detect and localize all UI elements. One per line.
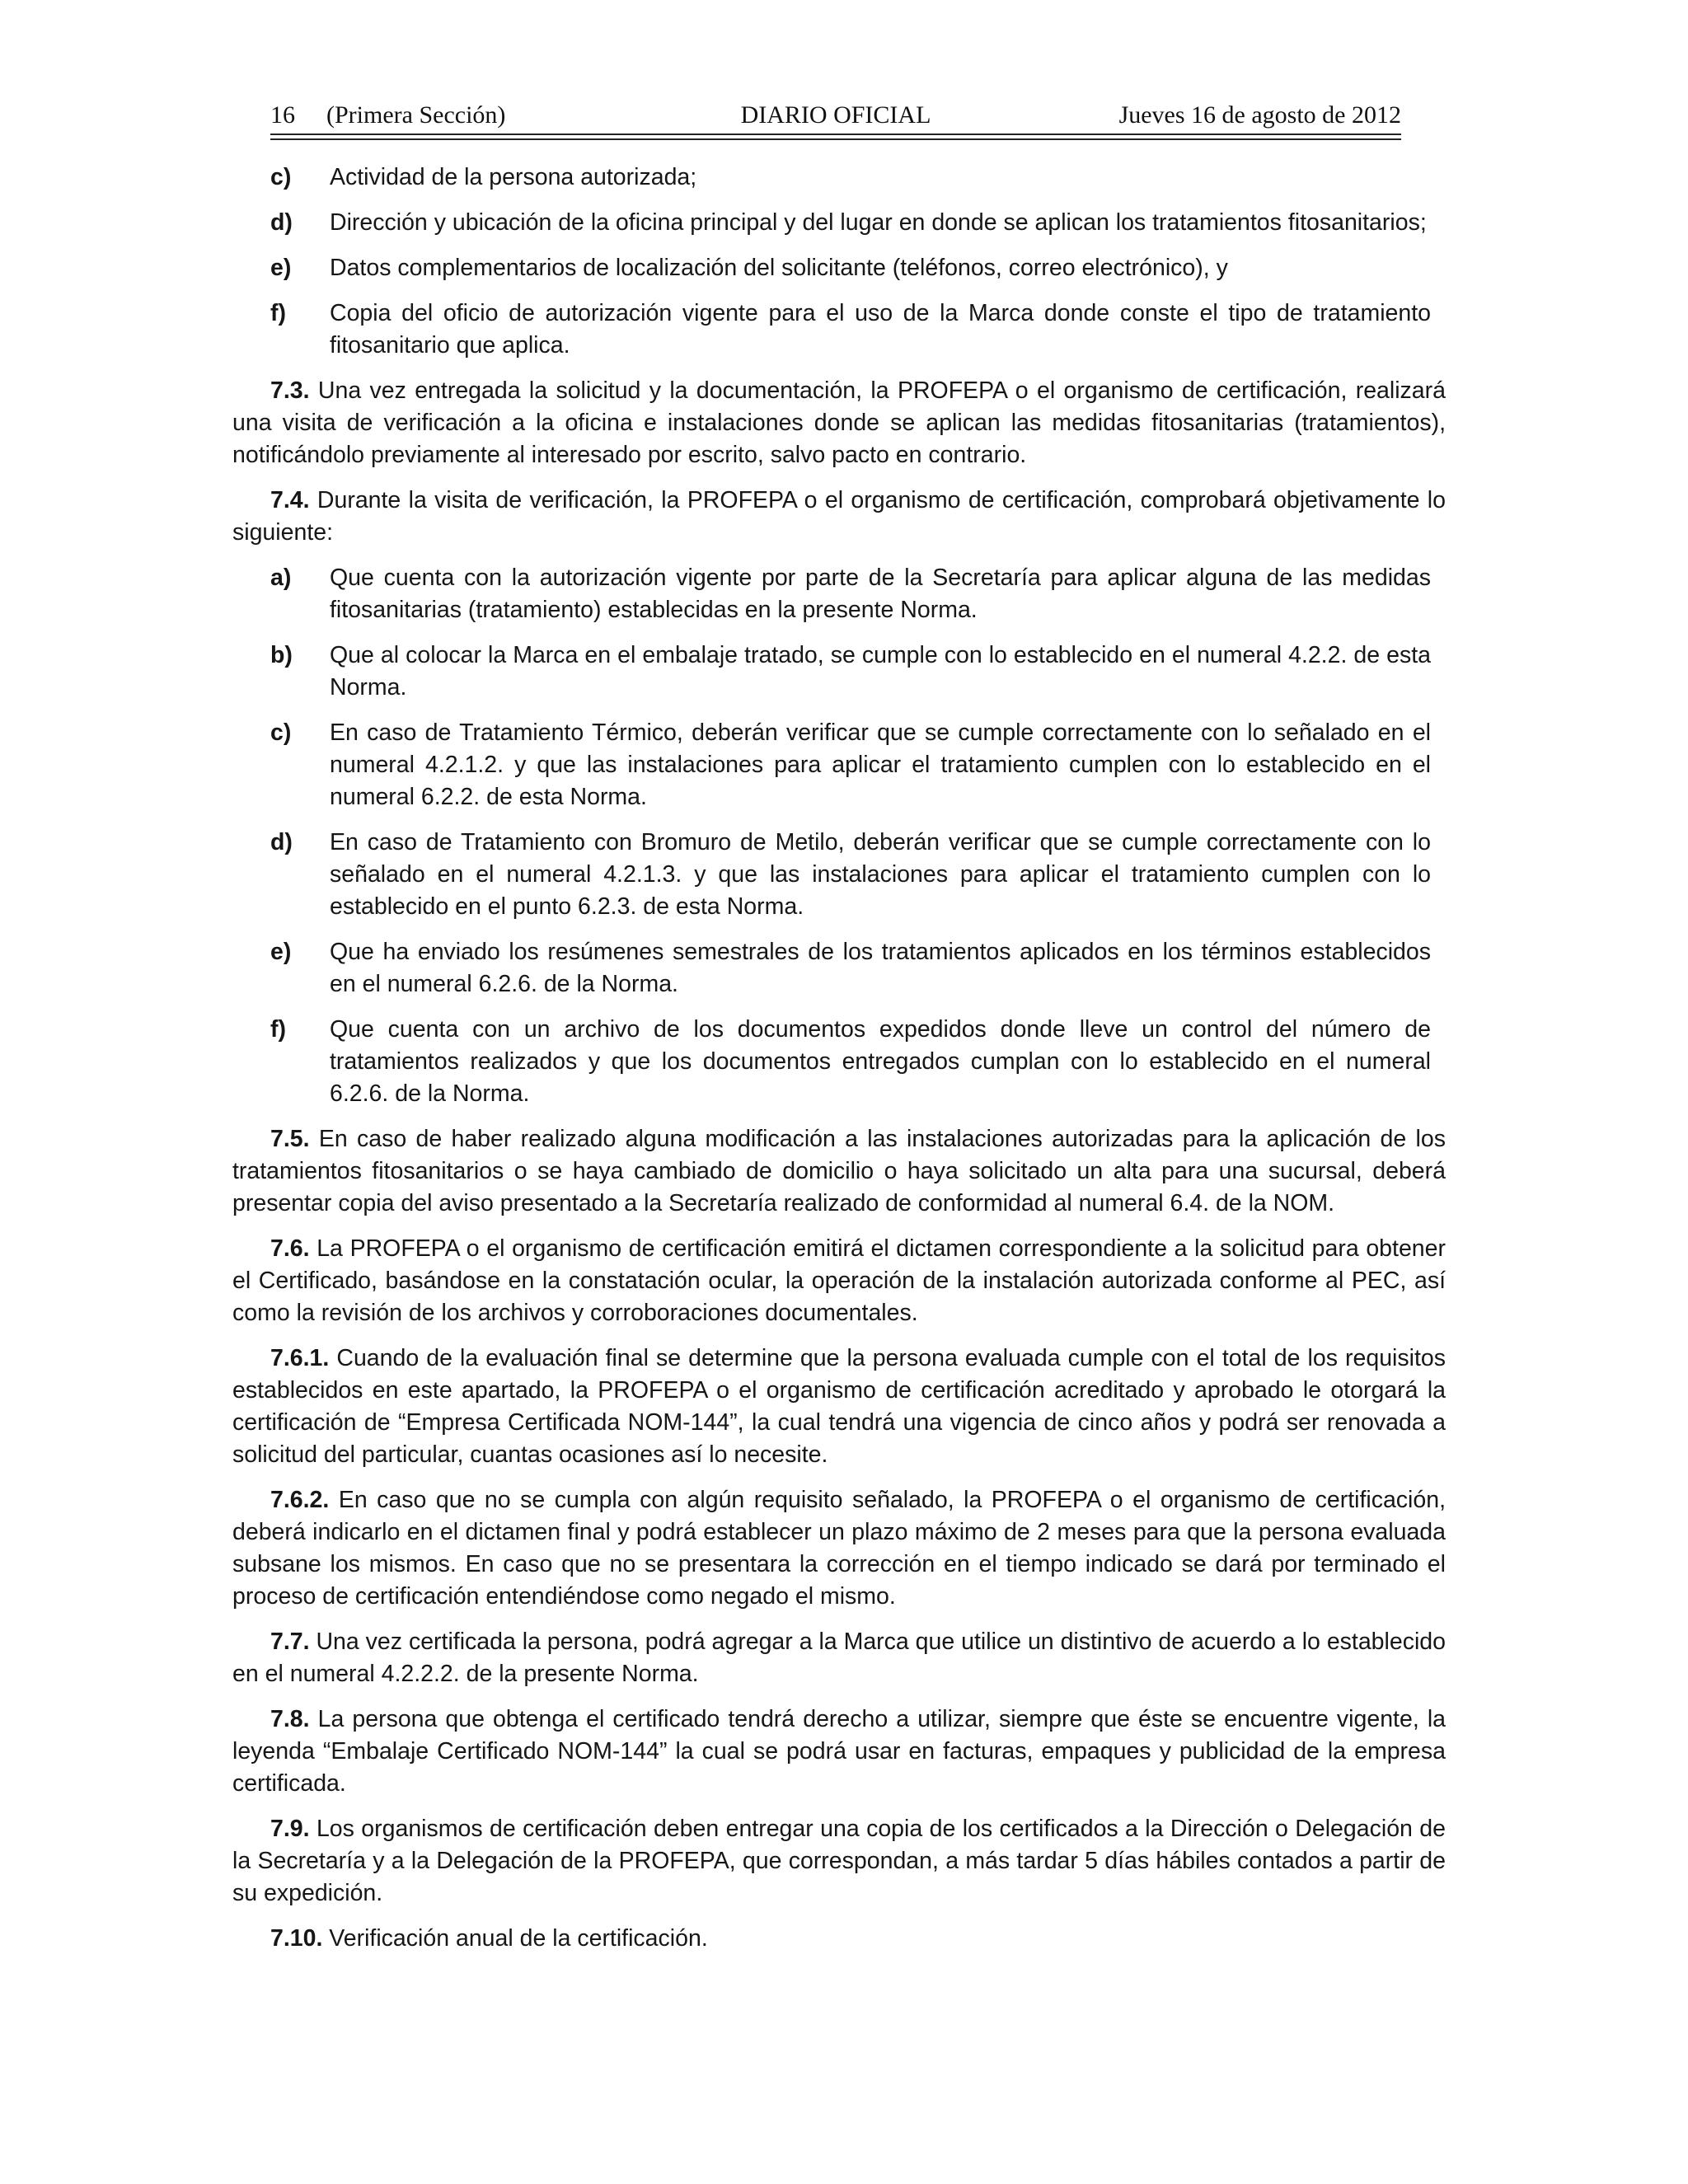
paragraph-text: Una vez certificada la persona, podrá agregar a la Marca que utilice un distintivo de acuerdo a lo establecido en el numeral 4.2.2.2. de la presente Norma. — [232, 1629, 1446, 1687]
list-item — [232, 207, 1446, 239]
list-item — [232, 162, 1446, 194]
list-item — [232, 252, 1446, 284]
list-item-label: a) — [270, 565, 292, 591]
list-item-text: En caso de Tratamiento Térmico, deberán verificar que se cumple correctamente con lo señalado en el numeral 4.2.1.2. y que las instalaciones para aplicar el tratamiento cumplen con lo establecido en el numeral 6.2.2. de esta Norma. — [330, 719, 1431, 810]
list-item-text: Que ha enviado los resúmenes semestrales de los tratamientos aplicados en los términos establecidos en el numeral 6.2.6. de la Norma. — [330, 939, 1431, 997]
paragraph-text: Cuando de la evaluación final se determine que la persona evaluada cumple con el total de los requisitos establecidos en este apartado, la PROFEPA o el organismo de certificación acreditado y aprobado le otorgará la certificación de “Empresa Certificada NOM-144”, la cual tendrá una vigencia de cinco años y podrá ser renovada a solicitud del particular, cuantas ocasiones así lo necesite. — [232, 1345, 1446, 1468]
list-item-label: e) — [270, 255, 292, 281]
list-item-label: c) — [270, 164, 292, 190]
paragraph-7-9 — [232, 1813, 1446, 1910]
list-item-text: Que al colocar la Marca en el embalaje tratado, se cumple con lo establecido en el numeral 4.2.2. de esta Norma. — [330, 642, 1431, 701]
list-item-label: f) — [270, 1016, 286, 1043]
paragraph-text: Una vez entregada la solicitud y la documentación, la PROFEPA o el organismo de certificación, realizará una visita de verificación a la oficina e instalaciones donde se aplican las medidas fitosanitarias (tratamientos), notificándolo previamente al interesado por escrito, salvo pacto en contrario. — [232, 377, 1446, 468]
list-item — [232, 936, 1446, 1001]
list-item-label: d) — [270, 829, 293, 855]
paragraph-7-5 — [232, 1123, 1446, 1220]
section-number: 7.3. — [270, 377, 310, 404]
paragraph-text: La persona que obtenga el certificado tendrá derecho a utilizar, siempre que éste se encuentre vigente, la leyenda “Embalaje Certificado NOM-144” la cual se podrá usar en facturas, empaques y publicidad de la empresa certificada. — [232, 1706, 1446, 1797]
list-item-text: Que cuenta con un archivo de los documentos expedidos donde lleve un control del número de tratamientos realizados y que los documentos entregados cumplan con lo establecido en el numeral 6.2.6. de la Norma. — [330, 1016, 1431, 1107]
paragraph-7-10 — [232, 1923, 1446, 1955]
paragraph-text: En caso que no se cumpla con algún requisito señalado, la PROFEPA o el organismo de certificación, deberá indicarlo en el dictamen final y podrá establecer un plazo máximo de 2 meses para que la persona evaluada subsane los mismos. En caso que no se presentara la corrección en el tiempo indicado se dará por terminado el proceso de certificación entendiéndose como negado el mismo. — [232, 1487, 1446, 1610]
list-item — [232, 562, 1446, 626]
list-item — [232, 717, 1446, 813]
page-header — [270, 97, 1401, 135]
section-number: 7.9. — [270, 1816, 310, 1842]
list-item-label: c) — [270, 719, 292, 746]
publication-date: Jueves 16 de agosto de 2012 — [1118, 101, 1401, 129]
list-item-text: Actividad de la persona autorizada; — [330, 164, 697, 190]
section-number: 7.6.1. — [270, 1345, 330, 1371]
list-item — [232, 640, 1446, 704]
paragraph-text: En caso de haber realizado alguna modificación a las instalaciones autorizadas para la aplicación de los tratamientos fitosanitarios o se haya cambiado de domicilio o haya solicitado un alta para una sucursal, deberá presentar copia del aviso presentado a la Secretaría realizado de conformidad al numeral 6.4. de la NOM. — [232, 1126, 1446, 1216]
list-item-text: Dirección y ubicación de la oficina principal y del lugar en donde se aplican los tratamientos fitosanitarios; — [330, 209, 1427, 236]
section-number: 7.4. — [270, 487, 310, 513]
list-item-label: b) — [270, 642, 293, 668]
section-number: 7.8. — [270, 1706, 310, 1732]
paragraph-7-7 — [232, 1626, 1446, 1690]
paragraph-text: Verificación anual de la certificación. — [322, 1925, 708, 1952]
paragraph-7-3 — [232, 375, 1446, 471]
list-item-label: d) — [270, 209, 293, 236]
section-number: 7.6. — [270, 1235, 310, 1262]
section-number: 7.10. — [270, 1925, 323, 1952]
paragraph-7-6-1 — [232, 1343, 1446, 1471]
section-number: 7.7. — [270, 1629, 310, 1655]
list-item — [232, 827, 1446, 923]
section-number: 7.6.2. — [270, 1487, 330, 1513]
list-item — [232, 298, 1446, 362]
list-item-text: Que cuenta con la autorización vigente por parte de la Secretaría para aplicar alguna de las medidas fitosanitarias (tratamiento) establecidas en la presente Norma. — [330, 565, 1431, 623]
section-label: (Primera Sección) — [326, 101, 506, 129]
list-item — [232, 1014, 1446, 1110]
paragraph-7-6-2 — [232, 1484, 1446, 1613]
publication-title: DIARIO OFICIAL — [740, 101, 931, 129]
list-item-text: En caso de Tratamiento con Bromuro de Metilo, deberán verificar que se cumple correctamente con lo señalado en el numeral 4.2.1.3. y que las instalaciones para aplicar el tratamiento cumplen con lo establecido en el punto 6.2.3. de esta Norma. — [330, 829, 1431, 920]
paragraph-text: Durante la visita de verificación, la PROFEPA o el organismo de certificación, comprobará objetivamente lo siguiente: — [232, 487, 1446, 546]
section-number: 7.5. — [270, 1126, 310, 1152]
paragraph-7-8 — [232, 1704, 1446, 1800]
list-item-label: f) — [270, 300, 286, 326]
paragraph-7-6 — [232, 1233, 1446, 1329]
paragraph-7-4 — [232, 485, 1446, 549]
list-item-text: Copia del oficio de autorización vigente para el uso de la Marca donde conste el tipo de tratamiento fitosanitario que aplica. — [330, 300, 1431, 359]
page-number: 16 — [270, 101, 295, 129]
document-body — [232, 162, 1446, 1968]
paragraph-text: Los organismos de certificación deben entregar una copia de los certificados a la Dirección o Delegación de la Secretaría y a la Delegación de la PROFEPA, que correspondan, a más tardar 5 días hábiles contados a partir de su expedición. — [232, 1816, 1446, 1906]
list-item-label: e) — [270, 939, 292, 965]
paragraph-text: La PROFEPA o el organismo de certificación emitirá el dictamen correspondiente a la solicitud para obtener el Certificado, basándose en la constatación ocular, la operación de la instalación autorizada conforme al PEC, así como la revisión de los archivos y corroboraciones documentales. — [232, 1235, 1446, 1326]
list-item-text: Datos complementarios de localización del solicitante (teléfonos, correo electrónico), y — [330, 255, 1228, 281]
